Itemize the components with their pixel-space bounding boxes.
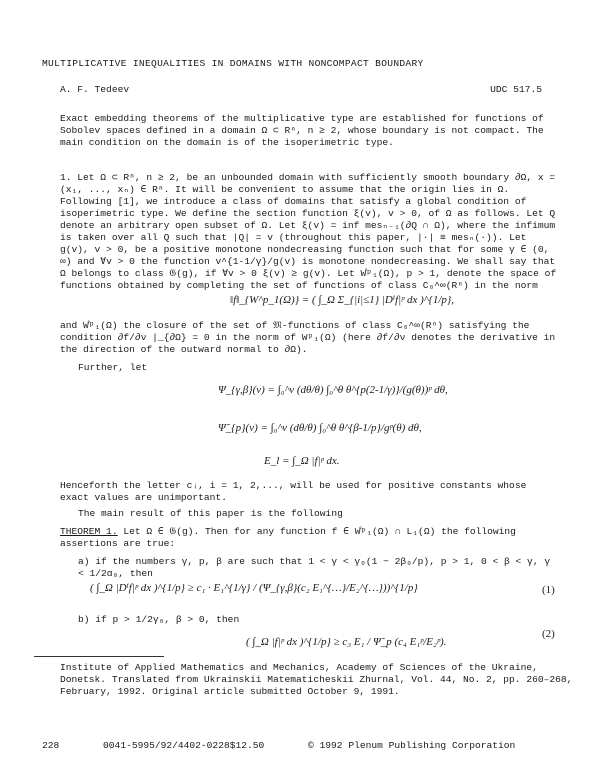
theorem-1	[60, 526, 560, 550]
main-result-line: The main result of this paper is the following	[78, 508, 343, 519]
psi-formula: Ψ_{γ,β}(v) = ∫₀^v (dθ/θ) ∫₀^θ θ^{p(2-1/γ)}/(g(θ))ᵖ dθ,	[218, 384, 448, 396]
closure-paragraph: and W̊ᵖ₁(Ω) the closure of the set of 𝔐-functions of class C₀^∞(Rⁿ) satisfying the condition ∂f/∂ν |_{∂Ω} = 0 in the norm of Wᵖ₁(Ω) (here ∂f/∂ν denotes the derivative in the direction of the outward normal to ∂Ω).	[60, 320, 556, 355]
footnote-rule	[34, 656, 164, 657]
page-number: 228	[42, 740, 60, 751]
section-1-paragraph: 1. Let Ω ⊂ Rⁿ, n ≥ 2, be an unbounded domain with sufficiently smooth boundary ∂Ω, x = (x₁, ..., xₙ) ∈ Rⁿ. It will be convenient to assume that the origin lies in Ω. Following [1], we introduce a class of domains that satisfy a global condition of isoperimetric type. We define the section function ξ(v), v > 0, of Ω as follows. Let Q denote an arbitrary open subset of Ω. Let ξ(v) = inf mesₙ₋₁(∂Q ∩ Ω), where the infimum is taken over all Q such that |Q| = v (throughout this paper, |·| ≡ mesₙ(·)). Let g(v), v > 0, be a positive monotone nondecreasing function such that for some γ ∈ (0, ∞) and ∀v > 0 the function v^{1-1/γ}/g(v) is monotone nondecreasing. We shall say that Ω belongs to class 𝔊(g), if ∀v > 0 ξ(v) ≥ g(v). Let W̊ᵖ₁(Ω), p > 1, denote the space of functions obtained by completing the set of functions of class C₀^∞(Rⁿ) in the norm	[60, 172, 557, 291]
item-a: a) if the numbers γ, p, β are such that 1 < γ < γ₀(1 − 2β₀/p), p > 1, 0 < β < γ, γ < 1/2α₀, then	[78, 556, 551, 579]
item-b: b) if p > 1/2γ₀, β > 0, then	[78, 614, 240, 625]
udc-code: UDC 517.5	[490, 84, 542, 95]
further-let: Further, let	[78, 362, 148, 373]
theorem-text: Let Ω ∈ 𝔊(g). Then for any function f ∈ W̊ᵖ₁(Ω) ∩ L₁(Ω) the following assertions are true:	[60, 526, 516, 549]
page-footer	[42, 740, 562, 752]
author-name: A. F. Tedeev	[60, 84, 130, 95]
e-formula: E_l = ∫_Ω |f|ᵖ dx.	[264, 455, 340, 467]
theorem-label: THEOREM 1.	[60, 526, 118, 537]
psi-tilde-formula: Ψ̃_{p}(v) = ∫₀^v (dθ/θ) ∫₀^θ θ^{β-1/p}/gᵖ(θ) dθ,	[218, 422, 422, 434]
equation-number-1: (1)	[542, 584, 555, 596]
copyright: © 1992 Plenum Publishing Corporation	[308, 740, 516, 751]
norm-formula: ‖f‖_{W^p_1(Ω)} = ( ∫_Ω Σ_{|i|≤1} |Dⁱf|ᵖ dx )^{1/p},	[230, 294, 455, 306]
formula-1: ( ∫_Ω |Dⁱf|ᵖ dx )^{1/p} ≥ c₁ · E₁^{1/γ} / (Ψ_{γ,β}(c₂ E₁^{…}/E₂^{…}))^{1/p}	[90, 582, 418, 594]
article-code: 0041-5995/92/4402-0228$12.50	[103, 740, 265, 751]
formula-2: ( ∫_Ω |f|ᵖ dx )^{1/p} ≥ c₃ E₁ / Ψ̃_p (c₄ E₁ᵖ/E₂ᵖ).	[246, 636, 447, 648]
constants-paragraph: Henceforth the letter cᵢ, i = 1, 2,..., will be used for positive constants whose exact values are unimportant.	[60, 480, 527, 503]
abstract: Exact embedding theorems of the multiplicative type are established for functions of Sobolev spaces defined in a domain Ω ⊂ Rⁿ, n ≥ 2, whose boundary is not compact. The main condition on the domain is of the isoperimetric type.	[60, 113, 544, 148]
paper-title: MULTIPLICATIVE INEQUALITIES IN DOMAINS WITH NONCOMPACT BOUNDARY	[42, 58, 424, 69]
equation-number-2: (2)	[542, 628, 555, 640]
footnote: Institute of Applied Mathematics and Mechanics, Academy of Sciences of the Ukraine, Donetsk. Translated from Ukrainskii Matematicheskii Zhurnal, Vol. 44, No. 2, pp. 260–268, February, 1992. Original article submitted October 9, 1991.	[60, 662, 573, 697]
